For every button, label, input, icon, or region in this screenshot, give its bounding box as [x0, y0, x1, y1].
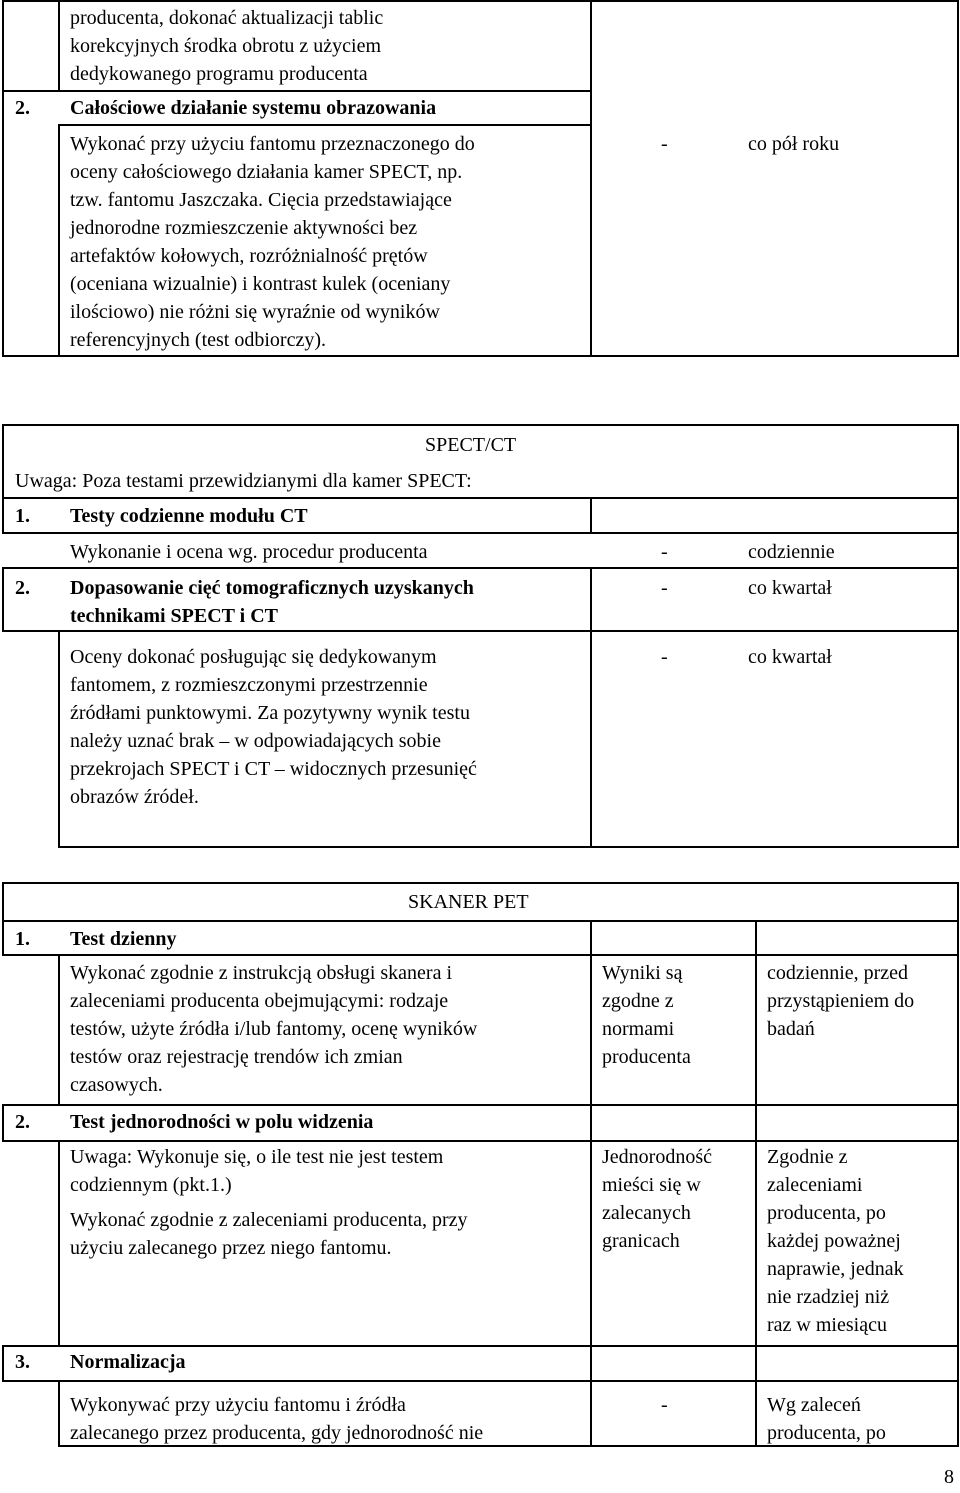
s1-item2-line: Wykonać przy użyciu fantomu przeznaczonego do [70, 133, 475, 155]
t3-text-left-border [58, 954, 60, 1106]
s3-item2-number: 2. [15, 1111, 30, 1133]
s2-item2-line: Oceny dokonać posługując się dedykowanym [70, 646, 437, 668]
t1-row-line-2 [58, 124, 592, 126]
t1-text-left-border [58, 0, 60, 91]
s2-item1-desc: Wykonanie i ocena wg. procedur producenta [70, 541, 428, 563]
t1-top-border [2, 0, 959, 2]
intro-line: dedykowanego programu producenta [70, 63, 368, 85]
t3-left-border [2, 882, 4, 956]
s3-item2-criteria: Jednorodność [602, 1146, 712, 1168]
intro-line: producenta, dokonać aktualizacji tablic [70, 7, 384, 29]
s3-item1-frequency: badań [767, 1018, 815, 1040]
s3-item2-criteria: mieści się w [602, 1174, 701, 1196]
s2-item2-line: należy uznać brak – w odpowiadających sobie [70, 730, 441, 752]
t2-text-left-border [58, 630, 60, 848]
t3-row-line-5 [2, 1345, 959, 1347]
s2-item1-title: Testy codzienne modułu CT [70, 505, 308, 527]
s3-item1-criteria: zgodne z [602, 990, 674, 1012]
s2-item2b-frequency: co kwartał [748, 646, 832, 668]
s3-item2-title: Test jednorodności w polu widzenia [70, 1111, 374, 1133]
t2-col-divider [590, 497, 592, 534]
s3-item3-line: zalecanego przez producenta, gdy jednorodność nie [70, 1422, 484, 1444]
s3-item1-line: testów, użyte źródła i/lub fantomy, ocenę wyników [70, 1018, 478, 1040]
s3-item2-criteria: zalecanych [602, 1202, 691, 1224]
s3-item2-frequency: nie rzadziej niż [767, 1286, 890, 1308]
s2-item1-dash: - [661, 541, 668, 563]
s3-item2-line: Wykonać zgodnie z zaleceniami producenta, przy [70, 1209, 468, 1231]
t2-bottom-border [58, 846, 959, 848]
s3-item2-frequency: zaleceniami [767, 1174, 863, 1196]
s2-item2-line: źródłami punktowymi. Za pozytywny wynik testu [70, 702, 470, 724]
t1-left-border [2, 0, 4, 357]
s3-item1-line: czasowych. [70, 1074, 163, 1096]
s3-item1-criteria: normami [602, 1018, 675, 1040]
s1-item2-line: referencyjnych (test odbiorczy). [70, 329, 326, 351]
t3-row-line-4 [2, 1140, 959, 1142]
s1-item2-frequency: co pół roku [748, 133, 840, 155]
t1-right-border [957, 0, 959, 357]
t3-row-line [2, 920, 959, 922]
s1-item2-line: tzw. fantomu Jaszczaka. Cięcia przedstawiające [70, 189, 452, 211]
s1-item2-line: (oceniana wizualnie) i kontrast kulek (oceniany [70, 273, 451, 295]
s3-item2-line: użyciu zalecanego przez niego fantomu. [70, 1237, 392, 1259]
s3-item1-frequency: przystąpieniem do [767, 990, 915, 1012]
s3-item1-line: zaleceniami producenta obejmującymi: rodzaje [70, 990, 449, 1012]
s2-item2-title: technikami SPECT i CT [70, 605, 278, 627]
s2-note: Uwaga: Poza testami przewidzianymi dla kamer SPECT: [15, 470, 472, 492]
s3-item3-line: Wykonywać przy użyciu fantomu i źródła [70, 1394, 406, 1416]
t2-left-border [2, 424, 4, 534]
t1-bottom-border [2, 355, 959, 357]
s3-item1-criteria: producenta [602, 1046, 691, 1068]
s3-item1-line: Wykonać zgodnie z instrukcją obsługi skanera i [70, 962, 453, 984]
s3-item2-frequency: każdej poważnej [767, 1230, 901, 1252]
t2-right-border [957, 424, 959, 848]
s1-item2-line: jednorodne rozmieszczenie aktywności bez [70, 217, 418, 239]
t3-text-left-border-3 [58, 1380, 60, 1447]
s3-item3-dash: - [661, 1394, 668, 1416]
s3-item1-title: Test dzienny [70, 928, 177, 950]
s2-item2-title: Dopasowanie cięć tomograficznych uzyskanych [70, 577, 474, 599]
s3-item2-frequency: Zgodnie z [767, 1146, 848, 1168]
t3-right-border [957, 882, 959, 1447]
s1-item2-title: Całościowe działanie systemu obrazowania [70, 97, 437, 119]
s1-item2-dash: - [661, 133, 668, 155]
t2-col-divider-3 [590, 630, 592, 848]
page-number: 8 [944, 1466, 954, 1488]
s1-item2-line: artefaktów kołowych, rozróżnialność prętów [70, 245, 428, 267]
t1-text-left-border-2 [58, 124, 60, 357]
t3-col-freq [755, 920, 757, 1447]
t1-col-divider [590, 0, 592, 357]
s1-item2-number: 2. [15, 97, 30, 119]
t2-left-border-2 [2, 568, 4, 632]
s3-item3-frequency: producenta, po [767, 1422, 886, 1444]
s1-item2-line: ilościowo) nie różni się wyraźnie od wyników [70, 301, 440, 323]
s1-item2-line: oceny całościowego działania kamer SPECT, np. [70, 161, 463, 183]
t3-top-border [2, 882, 959, 884]
s2-item2-number: 2. [15, 577, 30, 599]
s3-item2-note: codziennym (pkt.1.) [70, 1174, 232, 1196]
s2-item1-number: 1. [15, 505, 30, 527]
s3-item2-frequency: raz w miesiącu [767, 1314, 887, 1336]
s3-item3-frequency: Wg zaleceń [767, 1394, 861, 1416]
s3-item2-criteria: granicach [602, 1230, 680, 1252]
s2-item2-line: fantomem, z rozmieszczonymi przestrzennie [70, 674, 428, 696]
t3-left-border-3 [2, 1346, 4, 1382]
s3-item3-number: 3. [15, 1351, 30, 1373]
t2-row-line [2, 497, 959, 499]
t2-top-border [2, 424, 959, 426]
s3-item2-frequency: naprawie, jednak [767, 1258, 904, 1280]
t2-row-line-4 [2, 630, 959, 632]
s3-item3-title: Normalizacja [70, 1351, 186, 1373]
intro-line: korekcyjnych środka obrotu z użyciem [70, 35, 382, 57]
t2-row-line-3 [2, 567, 959, 569]
s3-item1-line: testów oraz rejestrację trendów ich zmian [70, 1046, 403, 1068]
s2-item1-frequency: codziennie [748, 541, 835, 563]
s3-title: SKANER PET [408, 891, 529, 913]
s2-item2-dash: - [661, 577, 668, 599]
t3-row-line-2 [2, 954, 959, 956]
t3-left-border-2 [2, 1106, 4, 1142]
t3-row-line-6 [2, 1380, 959, 1382]
s3-item2-frequency: producenta, po [767, 1202, 886, 1224]
t3-col-crit [590, 920, 592, 1447]
t2-row-line-2 [2, 532, 959, 534]
s2-title: SPECT/CT [425, 434, 517, 456]
s3-item1-criteria: Wyniki są [602, 962, 683, 984]
s2-item2-line: obrazów źródeł. [70, 786, 199, 808]
s3-item1-frequency: codziennie, przed [767, 962, 909, 984]
t1-row-line [2, 90, 592, 92]
s3-item1-number: 1. [15, 928, 30, 950]
t2-col-divider-2 [590, 567, 592, 632]
s2-item2-line: przekrojach SPECT i CT – widocznych przesunięć [70, 758, 477, 780]
s2-item2-frequency: co kwartał [748, 577, 832, 599]
t3-row-line-3 [2, 1104, 959, 1106]
s2-item2b-dash: - [661, 646, 668, 668]
s3-item2-note: Uwaga: Wykonuje się, o ile test nie jest testem [70, 1146, 444, 1168]
t3-text-left-border-2 [58, 1140, 60, 1347]
